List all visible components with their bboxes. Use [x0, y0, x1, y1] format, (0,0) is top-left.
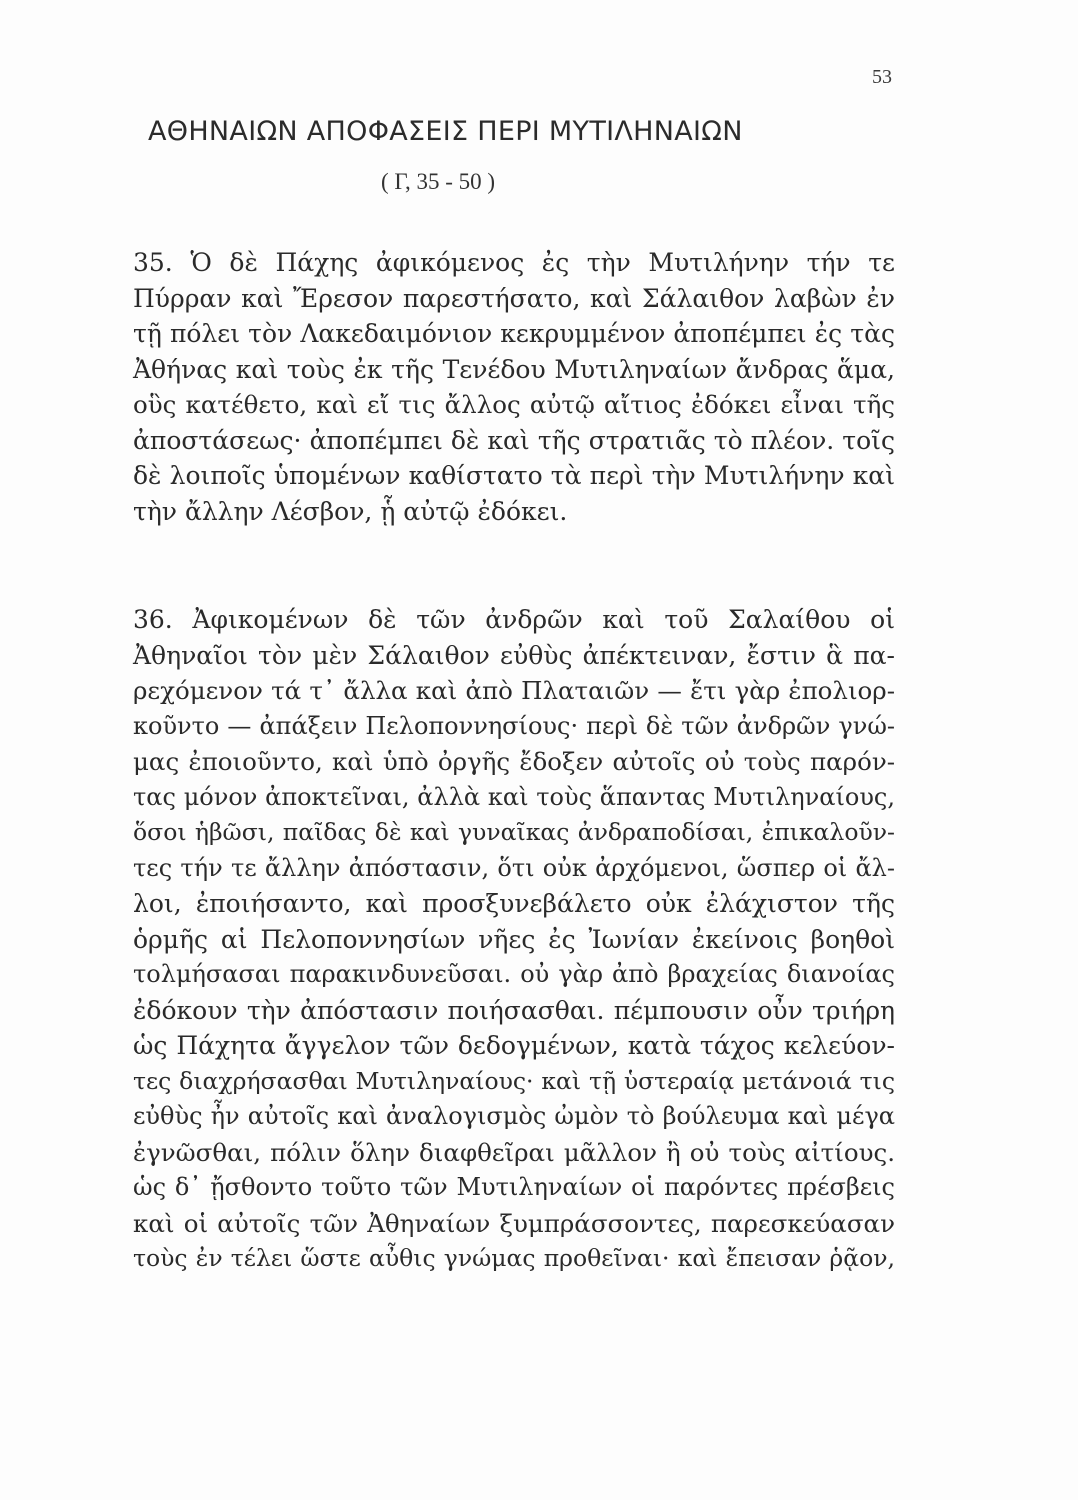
text-line: τοὺς ἐν τέλει ὥστε αὖθις γνώμας προθεῖναι· καὶ ἔπεισαν ῥᾷον, — [133, 1244, 895, 1272]
text-line: Πύρραν καὶ Ἔρεσον παρεστήσατο, καὶ Σάλαιθον λαβὼν ἐν — [133, 283, 895, 313]
text-line: ὁρμῆς αἱ Πελοποννησίων νῆες ἐς Ἰωνίαν ἐκείνοις βοηθοὶ — [133, 924, 895, 954]
text-line: ρεχόμενον τά τ᾽ ἄλλα καὶ ἀπὸ Πλαταιῶν — ἔτι γὰρ ἐπολιορ- — [133, 676, 895, 705]
text-line: ὡς δ᾽ ᾔσθοντο τοῦτο τῶν Μυτιληναίων οἱ παρόντες πρέσβεις — [133, 1173, 895, 1201]
text-line: ἐδόκουν τὴν ἀπόστασιν ποιήσασθαι. πέμπουσιν οὖν τριήρη — [133, 995, 895, 1025]
text-line: ἐγνῶσθαι, πόλιν ὅλην διαφθεῖραι μᾶλλον ἢ οὐ τοὺς αἰτίους. — [133, 1137, 895, 1167]
text-line: εὐθὺς ἦν αὐτοῖς καὶ ἀναλογισμὸς ὠμὸν τὸ βούλευμα καὶ μέγα — [133, 1102, 895, 1130]
text-line: λοι, ἐποιήσαντο, καὶ προσξυνεβάλετο οὐκ ἐλάχιστον τῆς — [133, 889, 895, 918]
text-line: ὡς Πάχητα ἄγγελον τῶν δεδογμένων, κατὰ τάχος κελεύον- — [133, 1031, 895, 1060]
text-line: τας μόνον ἀποκτεῖναι, ἀλλὰ καὶ τοὺς ἅπαντας Μυτιληναίους, — [133, 782, 895, 811]
text-line: τὴν ἄλλην Λέσβον, ᾗ αὐτῷ ἐδόκει. — [133, 496, 568, 526]
text-line: καὶ οἱ αὐτοῖς τῶν Ἀθηναίων ξυμπράσσοντες, παρεσκεύασαν — [133, 1208, 895, 1238]
chapter-title: ΑΘΗΝΑΙΩΝ ΑΠΟΦΑΣΕΙΣ ΠΕΡΙ ΜΥΤΙΛΗΝΑΙΩΝ — [148, 116, 743, 147]
text-line: Ἀθηναῖοι τὸν μὲν Σάλαιθον εὐθὺς ἀπέκτειναν, ἔστιν ἃ πα- — [133, 640, 895, 670]
text-line: τες τήν τε ἄλλην ἀπόστασιν, ὅτι οὐκ ἀρχόμενοι, ὥσπερ οἱ ἄλ- — [133, 853, 895, 882]
text-line: 35. Ὁ δὲ Πάχης ἀφικόμενος ἐς τὴν Μυτιλήνην τήν τε — [133, 248, 895, 277]
text-line: κοῦντο — ἀπάξειν Πελοποννησίους· περὶ δὲ τῶν ἀνδρῶν γνώ- — [133, 711, 895, 740]
paragraph-36 — [133, 602, 895, 1277]
text-line: ὅσοι ἡβῶσι, παῖδας δὲ καὶ γυναῖκας ἀνδραποδίσαι, ἐπικαλοῦν- — [133, 818, 895, 846]
paragraph-35 — [133, 245, 895, 529]
text-line: οὓς κατέθετο, καὶ εἴ τις ἄλλος αὐτῷ αἴτιος ἐδόκει εἶναι τῆς — [133, 390, 895, 419]
chapter-reference: ( Γ, 35 - 50 ) — [381, 169, 496, 194]
text-line: 36. Ἀφικομένων δὲ τῶν ἀνδρῶν καὶ τοῦ Σαλαίθου οἱ — [133, 605, 895, 634]
text-line: Ἀθήνας καὶ τοὺς ἐκ τῆς Τενέδου Μυτιληναίων ἄνδρας ἅμα, — [133, 354, 895, 384]
text-line: τες διαχρήσασθαι Μυτιληναίους· καὶ τῇ ὑστεραίᾳ μετάνοιά τις — [133, 1066, 895, 1095]
text-line: μας ἐποιοῦντο, καὶ ὑπὸ ὀργῆς ἔδοξεν αὐτοῖς οὐ τοὺς παρόν- — [133, 747, 895, 776]
text-line: ἀποστάσεως· ἀποπέμπει δὲ καὶ τῆς στρατιᾶς τὸ πλέον. τοῖς — [133, 425, 895, 455]
text-line: τῇ πόλει τὸν Λακεδαιμόνιον κεκρυμμένον ἀποπέμπει ἐς τὰς — [133, 319, 895, 348]
page-number: 53 — [872, 66, 892, 88]
text-line: δὲ λοιποῖς ὑπομένων καθίστατο τὰ περὶ τὴν Μυτιλήνην καὶ — [133, 461, 895, 490]
text-line: τολμήσασαι παρακινδυνεῦσαι. οὐ γὰρ ἀπὸ βραχείας διανοίας — [133, 960, 895, 988]
